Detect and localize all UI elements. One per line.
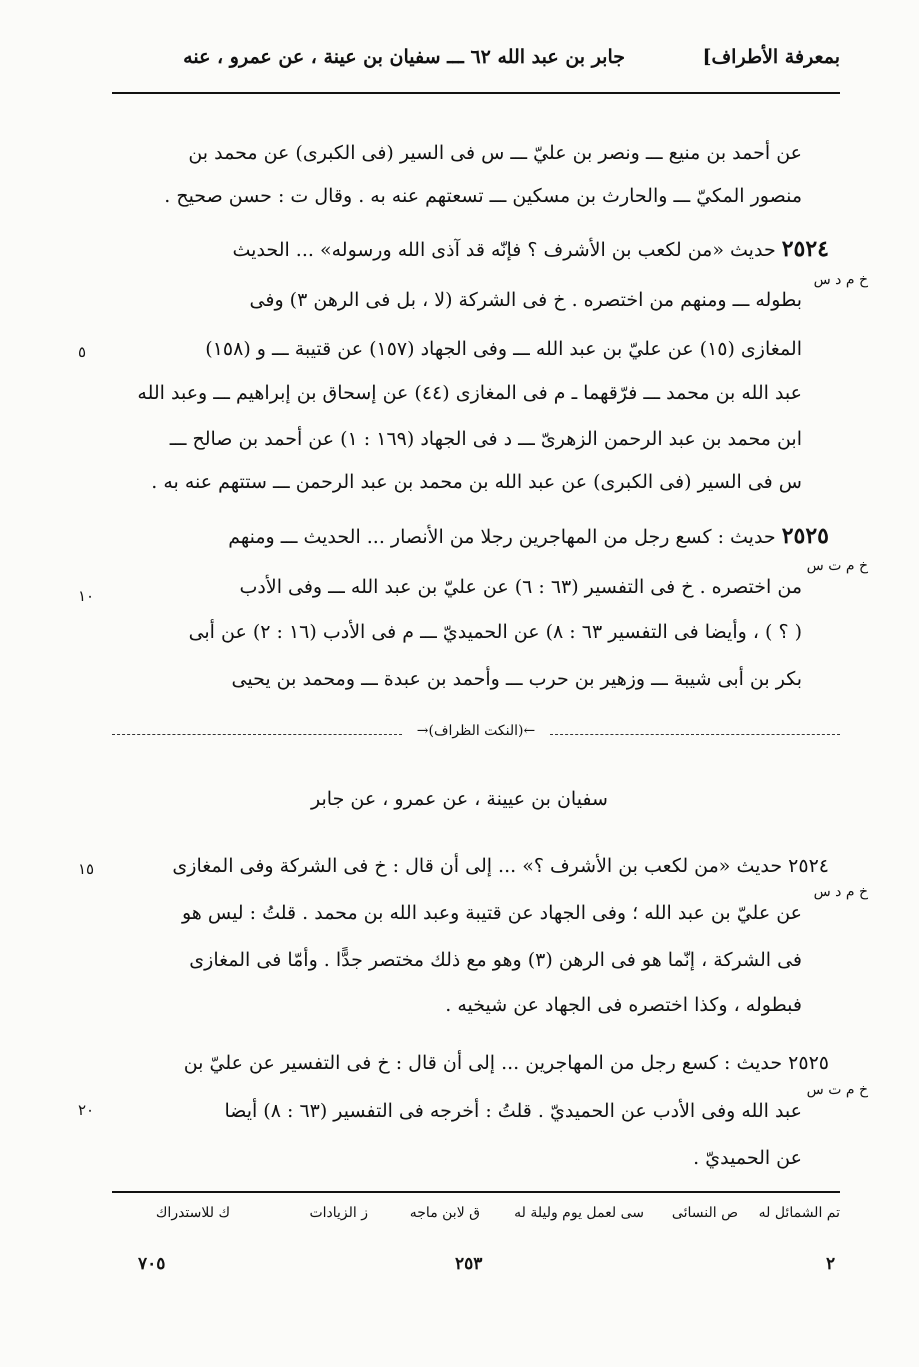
hadith-sigla: خ م ت س	[806, 558, 868, 574]
text-line: فبطوله ، وكذا اختصره فى الجهاد عن شيخيه .	[445, 994, 802, 1016]
footer-rule	[112, 1191, 840, 1193]
text-line: حديث : كسع رجل من المهاجرين رجلا من الأنصار ... الحديث ـــ ومنهم	[228, 526, 776, 548]
text-line: عن الحميديّ .	[693, 1147, 802, 1169]
hadith-2525-first-line	[97, 521, 829, 552]
header-rule	[112, 92, 840, 94]
abbreviation-item: ز الزيادات	[309, 1205, 368, 1221]
abbreviation-item: ك للاستدراك	[155, 1205, 230, 1221]
hadith-sigla: خ م د س	[813, 272, 868, 288]
separator-title: النكت الظراف	[433, 723, 519, 739]
margin-line-number: ١٠	[78, 587, 95, 605]
text-line: المغازى (١٥) عن عليّ بن عبد الله ـــ وفى الجهاد (١٥٧) عن قتيبة ـــ و (١٥٨)	[205, 338, 802, 360]
note-sigla: خ م ت س	[806, 1082, 868, 1098]
page-number: ٢٥٣	[455, 1254, 483, 1274]
text-line: ( ؟ ) ، وأيضا فى التفسير ٦٣ : ٨) عن الحميديّ ـــ م فى الأدب (١٦ : ٢) عن أبى	[188, 621, 802, 643]
separator-label: ←(النكت الظراف)→	[416, 723, 536, 739]
text-line: عن أحمد بن منيع ـــ ونصر بن عليّ ـــ س فى السير (فى الكبرى) عن محمد بن	[188, 142, 802, 164]
text-line: عن عليّ بن عبد الله ؛ وفى الجهاد عن قتيبة وعبد الله بن محمد . قلتُ : ليس هو	[181, 902, 802, 924]
header-book-title: بمعرفة الأطراف]	[702, 46, 840, 68]
section-subheading: سفيان بن عيينة ، عن عمرو ، عن جابر	[311, 788, 608, 810]
text-line: س فى السير (فى الكبرى) عن عبد الله بن محمد بن عبد الرحمن ـــ ستتهم عنه به .	[151, 471, 802, 493]
text-line: بطوله ـــ ومنهم من اختصره . خ فى الشركة (لا ، بل فى الرهن ٣) وفى	[249, 289, 802, 311]
text-line: عبد الله بن محمد ـــ فرّقهما ـ م فى المغازى (٤٤) عن إسحاق بن إبراهيم ـــ وعبد الله	[137, 382, 802, 404]
hadith-number: ٢٥٢٥	[781, 523, 829, 549]
margin-line-number: ٥	[78, 343, 87, 361]
volume-number: ٢	[826, 1254, 836, 1274]
section-separator	[112, 725, 840, 745]
abbreviation-key	[112, 1205, 840, 1231]
abbreviation-item: سى لعمل يوم وليلة له	[514, 1205, 644, 1221]
hadith-2524-first-line	[97, 234, 829, 265]
text-line: ٢٥٢٤ حديث «من لكعب بن الأشرف ؟» ... إلى أن قال : خ فى الشركة وفى المغازى	[172, 855, 829, 877]
header-chapter-title: جابر بن عبد الله ٦٢ ـــ سفيان بن عينة ، عن عمرو ، عنه	[183, 46, 625, 68]
abbreviation-item: تم الشمائل له	[758, 1205, 840, 1221]
abbreviation-item: ص النسائى	[671, 1205, 738, 1221]
text-line: بكر بن أبى شيبة ـــ وزهير بن حرب ـــ وأحمد بن عبدة ـــ ومحمد بن يحيى	[231, 668, 802, 690]
text-line: ٢٥٢٥ حديث : كسع رجل من المهاجرين ... إلى أن قال : خ فى التفسير عن عليّ بن	[183, 1052, 829, 1074]
hadith-number: ٢٥٢٤	[781, 236, 829, 262]
abbreviation-item: ق لابن ماجه	[409, 1205, 480, 1221]
text-line: ابن محمد بن عبد الرحمن الزهرىّ ـــ د فى الجهاد (١٦٩ : ١) عن أحمد بن صالح ـــ	[169, 428, 802, 450]
text-line: من اختصره . خ فى التفسير (٦٣ : ٦) عن عليّ بن عبد الله ـــ وفى الأدب	[239, 576, 802, 598]
running-header	[110, 42, 840, 82]
alt-page-number: ٧٠٥	[138, 1254, 166, 1274]
text-line: فى الشركة ، إنّما هو فى الرهن (٣) وهو مع ذلك مختصر جدًّا . وأمّا فى المغازى	[189, 949, 802, 971]
note-sigla: خ م د س	[813, 884, 868, 900]
margin-line-number: ١٥	[78, 860, 95, 878]
text-line: منصور المكيّ ـــ والحارث بن مسكين ـــ تسعتهم عنه به . وقال ت : حسن صحيح .	[164, 185, 802, 207]
text-line: حديث «من لكعب بن الأشرف ؟ فإنّه قد آذى الله ورسوله» ... الحديث	[232, 239, 776, 261]
text-line: عبد الله وفى الأدب عن الحميديّ . قلتُ : أخرجه فى التفسير (٦٣ : ٨) أيضا	[224, 1100, 802, 1122]
margin-line-number: ٢٠	[78, 1101, 95, 1119]
